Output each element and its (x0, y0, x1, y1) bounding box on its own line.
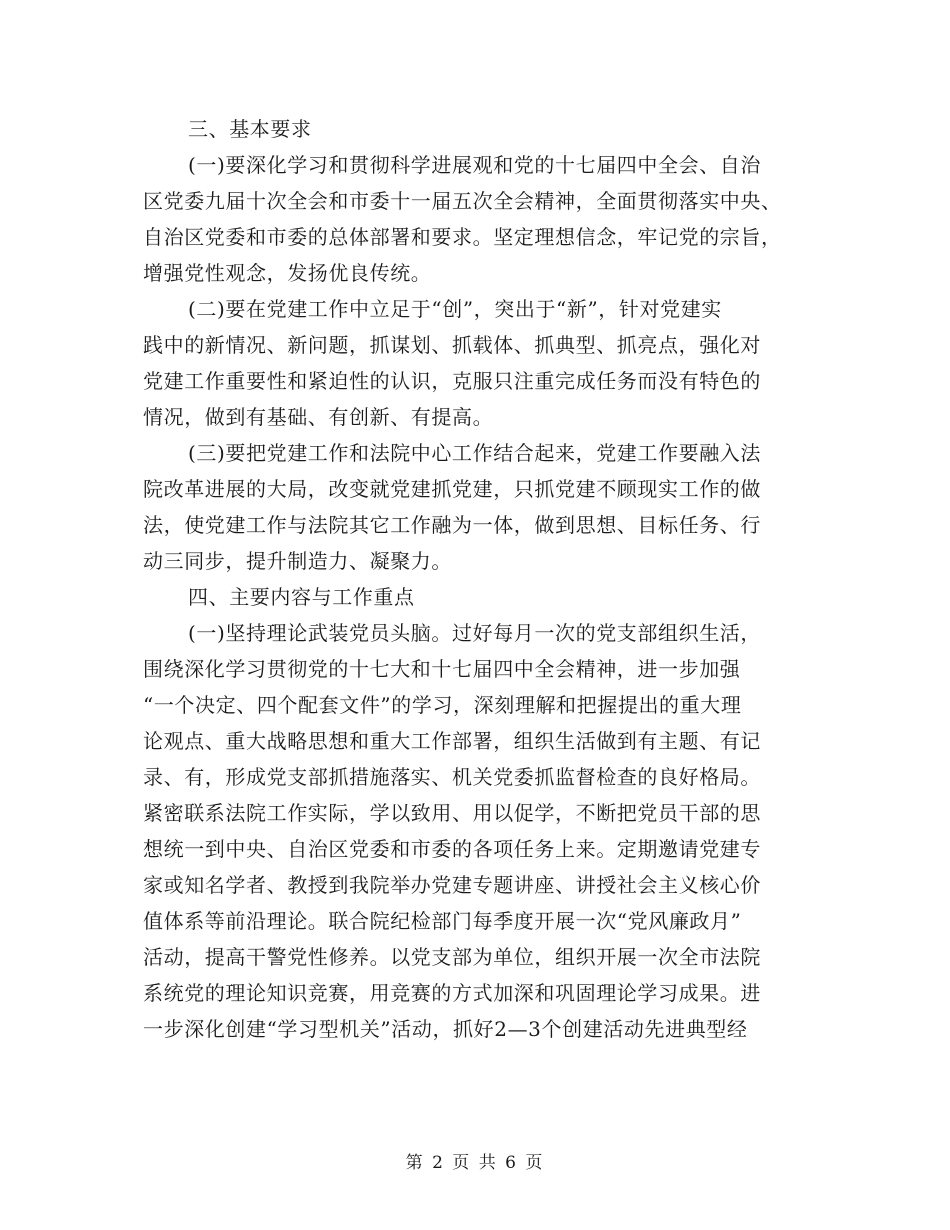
paragraph-line: 院改革进展的大局，改变就党建抓党建，只抓党建不顾现实工作的做 (143, 477, 761, 501)
paragraph-line: 法，使党建工作与法院其它工作融为一体，做到思想、目标任务、行 (143, 513, 761, 537)
paragraph-line: (三)要把党建工作和法院中心工作结合起来，党建工作要融入法 (188, 441, 762, 465)
paragraph-line: 值体系等前沿理论。联合院纪检部门每季度开展一次“党风廉政月” (143, 909, 742, 933)
paragraph-line: 紧密联系法院工作实际，学以致用、用以促学，不断把党员干部的思 (143, 801, 761, 825)
paragraph-line: (二)要在党建工作中立足于“创”，突出于“新”，针对党建实 (188, 297, 722, 321)
paragraph-line: “一个决定、四个配套文件”的学习，深刻理解和把握提出的重大理 (143, 693, 742, 717)
paragraph-line: 一步深化创建“学习型机关”活动，抓好2—3个创建活动先进典型经 (143, 1017, 748, 1041)
paragraph-line: 活动，提高干警党性修养。以党支部为单位，组织开展一次全市法院 (143, 945, 761, 969)
paragraph-line: 想统一到中央、自治区党委和市委的各项任务上来。定期邀请党建专 (143, 837, 761, 861)
paragraph-line: (一)要深化学习和贯彻科学进展观和党的十七届四中全会、自治 (188, 153, 762, 177)
paragraph-line: 区党委九届十次全会和市委十一届五次全会精神，全面贯彻落实中央、 (143, 189, 782, 213)
paragraph-line: 家或知名学者、教授到我院举办党建专题讲座、讲授社会主义核心价 (143, 873, 761, 897)
paragraph-line: 论观点、重大战略思想和重大工作部署，组织生活做到有主题、有记 (143, 729, 761, 753)
paragraph-line: 情况，做到有基础、有创新、有提高。 (143, 405, 494, 429)
paragraph-line: 自治区党委和市委的总体部署和要求。坚定理想信念，牢记党的宗旨， (143, 225, 782, 249)
paragraph-line: (一)坚持理论武装党员头脑。过好每月一次的党支部组织生活， (188, 621, 762, 645)
heading-main-content: 四、主要内容与工作重点 (188, 585, 415, 609)
paragraph-line: 录、有，形成党支部抓措施落实、机关党委抓监督检查的良好格局。 (143, 765, 761, 789)
paragraph-line: 践中的新情况、新问题，抓谋划、抓载体、抓典型、抓亮点，强化对 (143, 333, 761, 357)
paragraph-line: 动三同步，提升制造力、凝聚力。 (143, 549, 452, 573)
heading-basic-requirements: 三、基本要求 (188, 117, 312, 141)
paragraph-line: 党建工作重要性和紧迫性的认识，克服只注重完成任务而没有特色的 (143, 369, 761, 393)
paragraph-line: 围绕深化学习贯彻党的十七大和十七届四中全会精神，进一步加强 (143, 657, 741, 681)
page-number-footer: 第 2 页 共 6 页 (405, 1153, 545, 1173)
paragraph-line: 增强党性观念，发扬优良传统。 (143, 261, 432, 285)
paragraph-line: 系统党的理论知识竞赛，用竞赛的方式加深和巩固理论学习成果。进 (143, 981, 761, 1005)
